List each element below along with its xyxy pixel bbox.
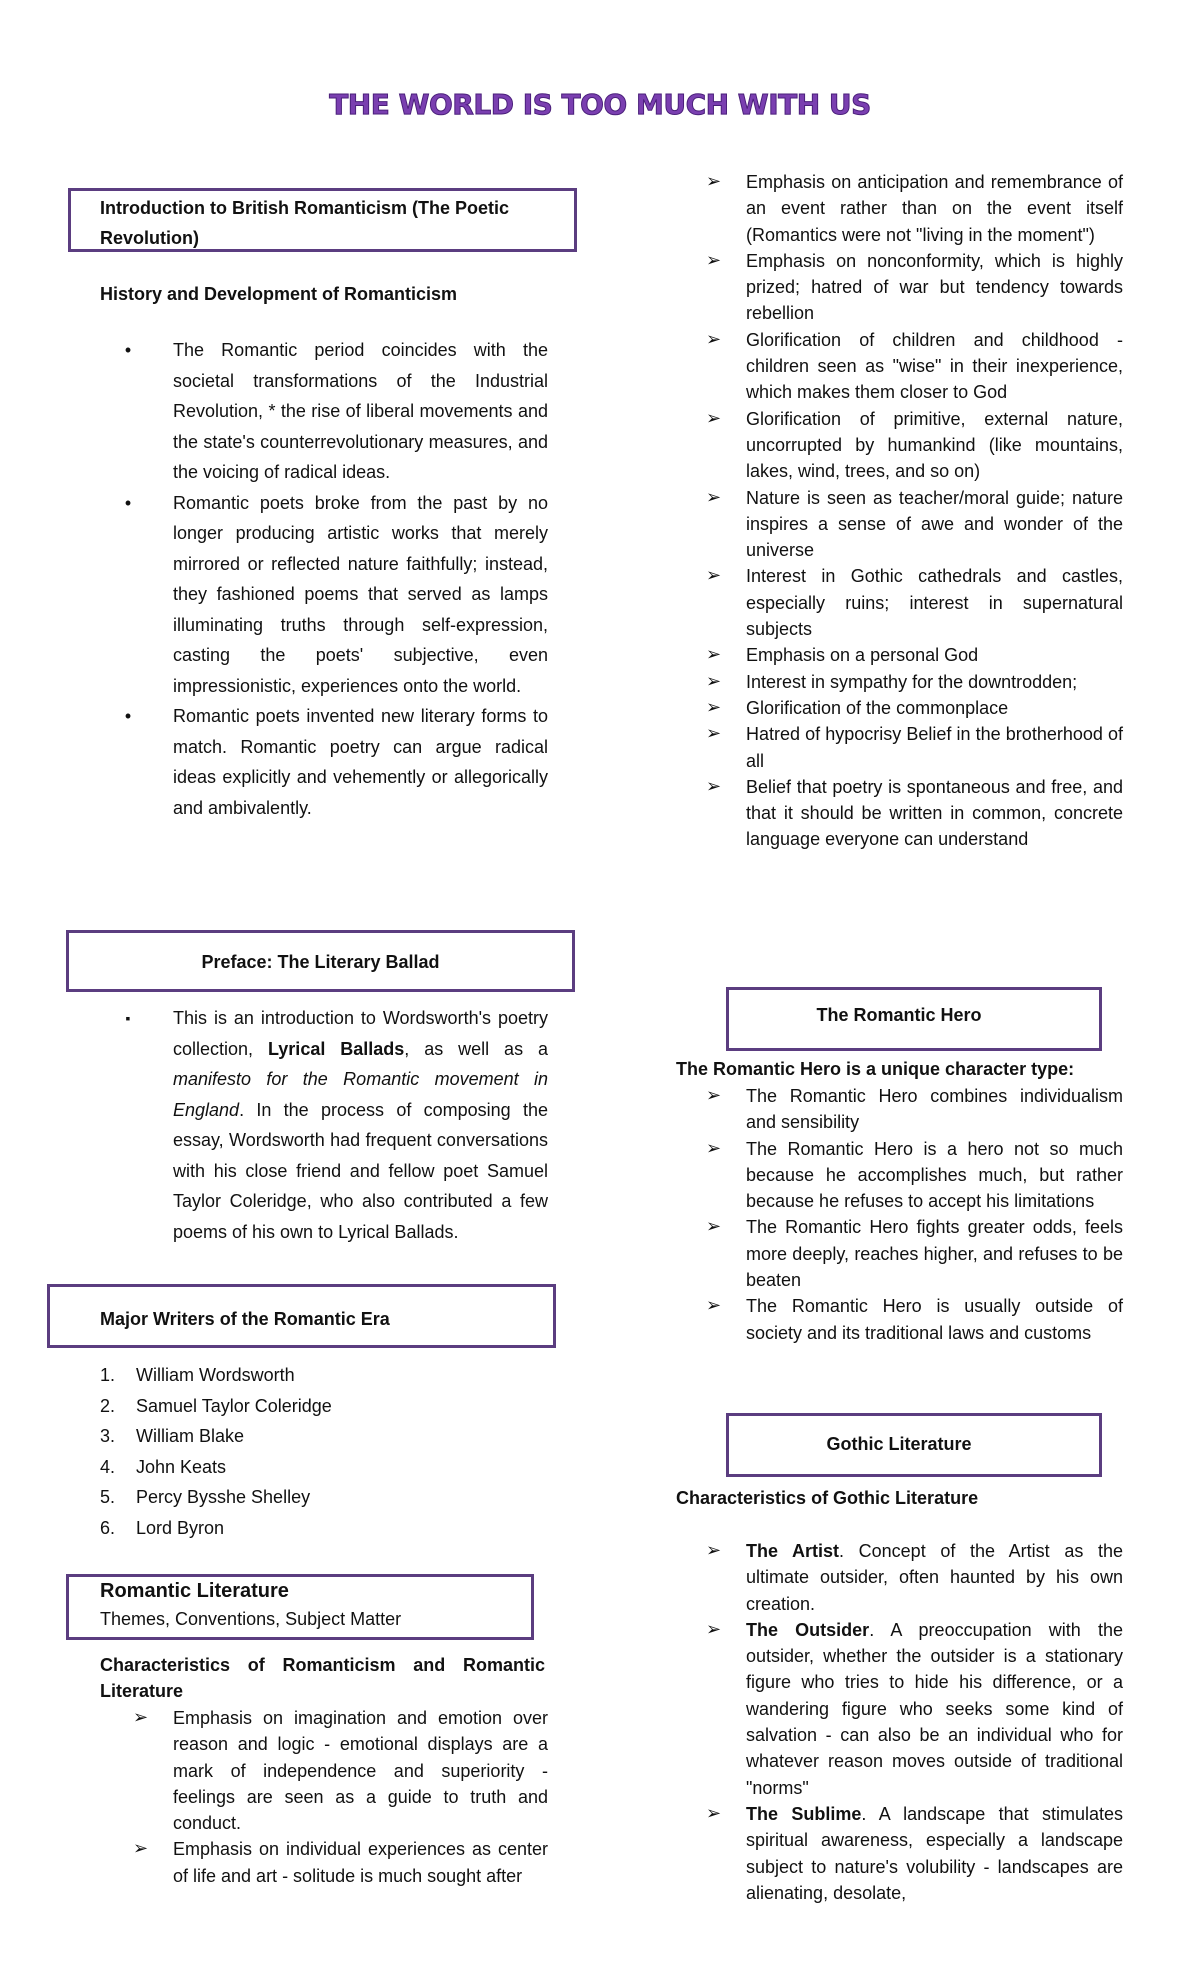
list-item: ➢ Nature is seen as teacher/moral guide; nature inspires a sense of awe and wonder of the universe [706, 486, 1123, 561]
list-item: ➢ Emphasis on imagination and emotion over reason and logic - emotional displays are a mark of independence and superiority - feelings are seen as a guide to truth and conduct. [133, 1707, 548, 1834]
list-item: ▪ This is an introduction to Wordsworth's poetry collection, Lyrical Ballads, as well as a manifesto for the Romantic movement in England. In the process of composing the essay, Wordsworth had frequent conversations with his close friend and fellow poet Samuel Taylor Coleridge, who also contributed a few poems of his own to Lyrical Ballads. [103, 1003, 548, 1247]
gothic-literature-box-label: Gothic Literature [826, 1434, 972, 1454]
list-item: 1. William Wordsworth [100, 1365, 295, 1385]
emphasis-phrase: manifesto for the Romantic movement in England [173, 1069, 548, 1120]
arrow-bullet-icon: ➢ [706, 486, 722, 508]
preface-box-label: Preface: The Literary Ballad [201, 952, 440, 972]
arrow-bullet-icon: ➢ [706, 775, 722, 797]
preface-list [103, 1003, 548, 1247]
list-item: 4. John Keats [100, 1456, 227, 1477]
characteristics-list [103, 1705, 548, 1889]
list-item: • Romantic poets broke from the past by no longer producing artistic works that merely mirrored or reflected nature faithfully; instead, they fashioned poems that served as lamps illuminating truths through self-expression, casting the poets' subjective, even impressionistic, experiences onto the world. [103, 488, 548, 702]
book-title: Lyrical Ballads [267, 1038, 405, 1059]
arrow-bullet-icon: ➢ [706, 696, 722, 718]
list-item: ➢ Emphasis on nonconformity, which is highly prized; hatred of war but tendency towards rebellion [706, 249, 1123, 324]
arrow-bullet-icon: ➢ [706, 1295, 722, 1317]
gothic-list [676, 1538, 1123, 1906]
list-item: ➢ The Romantic Hero is a hero not so much because he accomplishes much, but rather because he refuses to accept his limitations [706, 1137, 1123, 1212]
gothic-heading: Characteristics of Gothic Literature [676, 1488, 979, 1508]
page-title: THE WORLD IS TOO MUCH WITH US [329, 88, 871, 121]
arrow-bullet-icon: ➢ [706, 407, 722, 429]
arrow-bullet-icon: ➢ [706, 670, 722, 692]
arrow-bullet-icon: ➢ [706, 1618, 722, 1640]
square-bullet-marker: ▪ [125, 1010, 131, 1026]
romantic-literature-box-subtitle: Themes, Conventions, Subject Matter [100, 1609, 402, 1629]
list-item: ➢ Interest in Gothic cathedrals and castles, especially ruins; interest in supernatural subjects [706, 565, 1123, 640]
arrow-bullet-icon: ➢ [706, 1137, 722, 1159]
list-item: • Romantic poets invented new literary forms to match. Romantic poetry can argue radical ideas explicitly and vehemently or allegorically and ambivalently. [103, 701, 548, 823]
list-item: ➢ Emphasis on anticipation and remembrance of an event rather than on the event itself (Romantics were not "living in the moment") [706, 171, 1123, 245]
bullet-marker: • [124, 340, 132, 360]
list-item: ➢ The Romantic Hero is usually outside of society and its traditional laws and customs [706, 1295, 1123, 1343]
arrow-bullet-icon: ➢ [706, 644, 722, 666]
list-item: ➢ Glorification of children and childhood - children seen as "wise" in their inexperience, which makes them closer to God [706, 328, 1123, 403]
writers-box-label: Major Writers of the Romantic Era [100, 1309, 390, 1329]
arrow-bullet-icon: ➢ [706, 171, 722, 192]
list-item: 3. William Blake [100, 1426, 245, 1446]
list-item: ➢ Interest in sympathy for the downtrodden; [676, 669, 1123, 695]
romantic-hero-heading: The Romantic Hero is a unique character type: [676, 1059, 1075, 1079]
arrow-bullet-icon: ➢ [706, 249, 722, 271]
arrow-bullet-icon: ➢ [706, 1802, 722, 1824]
list-item: ➢ Emphasis on individual experiences as center of life and art - solitude is much sought after [133, 1838, 548, 1886]
arrow-bullet-icon: ➢ [133, 1707, 149, 1728]
writers-list [100, 1360, 520, 1543]
arrow-bullet-icon: ➢ [706, 328, 722, 350]
list-item: 2. Samuel Taylor Coleridge [100, 1395, 332, 1416]
arrow-bullet-icon: ➢ [706, 1216, 722, 1238]
list-item: ➢ The Romantic Hero combines individualism and sensibility [706, 1085, 1123, 1133]
romantic-literature-box-title: Romantic Literature [100, 1580, 289, 1602]
list-item: ➢ Glorification of the commonplace [676, 695, 1123, 721]
history-list [103, 335, 548, 823]
list-item: ➢ Belief that poetry is spontaneous and free, and that it should be written in common, concrete language everyone can understand [706, 775, 1123, 850]
romantic-hero-list [676, 1083, 1123, 1346]
bullet-marker: • [124, 706, 132, 726]
list-item: ➢ Glorification of primitive, external nature, uncorrupted by humankind (like mountains, lakes, wind, trees, and so on) [706, 407, 1123, 482]
characteristics-continued-list [676, 169, 1123, 853]
list-item: ➢ Hatred of hypocrisy Belief in the brotherhood of all [706, 723, 1123, 771]
list-item: ➢ The Sublime. A landscape that stimulates spiritual awareness, especially a landscape subject to nature's volubility - landscapes are alienating, desolate, [706, 1802, 1124, 1903]
romantic-hero-box-label: The Romantic Hero [816, 1005, 982, 1025]
history-heading: History and Development of Romanticism [100, 284, 458, 304]
arrow-bullet-icon: ➢ [133, 1838, 149, 1860]
arrow-bullet-icon: ➢ [706, 565, 722, 587]
list-item: 6. Lord Byron [100, 1517, 225, 1538]
list-item: • The Romantic period coincides with the societal transformations of the Industrial Revolution, * the rise of liberal movements and the state's counterrevolutionary measures, and the voicing of radical ideas. [103, 335, 548, 488]
arrow-bullet-icon: ➢ [706, 1540, 722, 1561]
characteristics-heading: Characteristics of Romanticism and Romantic Literature [100, 1655, 545, 1701]
list-item: ➢ The Artist. Concept of the Artist as the ultimate outsider, often haunted by his own creation. [706, 1540, 1124, 1614]
list-item: ➢ Emphasis on a personal God [676, 642, 1123, 668]
intro-box-label: Introduction to British Romanticism (The Poetic Revolution) [100, 198, 510, 248]
list-item: ➢ The Outsider. A preoccupation with the outsider, whether the outsider is a stationary figure who tries to hide his difference, or a wandering figure who seeks some kind of salvation - can also be an individual who for whatever reason moves outside of traditional "norms" [706, 1618, 1123, 1798]
bullet-marker: • [124, 492, 132, 513]
list-item: 5. Percy Bysshe Shelley [100, 1487, 311, 1507]
arrow-bullet-icon: ➢ [706, 1085, 722, 1106]
list-item: ➢ The Romantic Hero fights greater odds, feels more deeply, reaches higher, and refuses to be beaten [706, 1216, 1123, 1291]
arrow-bullet-icon: ➢ [706, 723, 722, 745]
